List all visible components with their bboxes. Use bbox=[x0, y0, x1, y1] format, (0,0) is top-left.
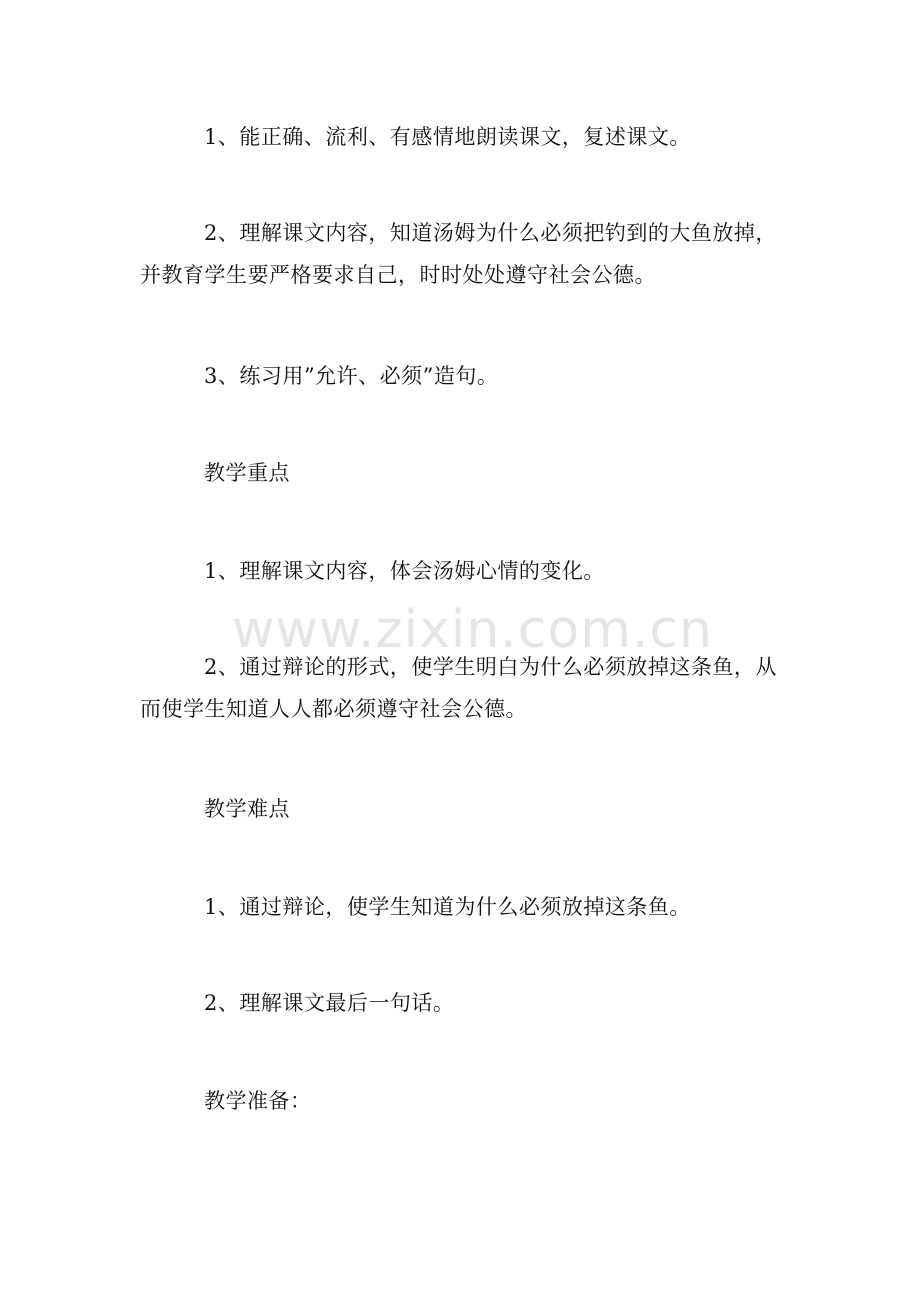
difficulty-2: 2、理解课文最后一句话。 bbox=[204, 991, 455, 1015]
key-point-1: 1、理解课文内容，体会汤姆心情的变化。 bbox=[204, 559, 605, 583]
section-heading-key-points: 教学重点 bbox=[204, 461, 290, 485]
objective-1: 1、能正确、流利、有感情地朗读课文，复述课文。 bbox=[204, 125, 691, 149]
section-heading-difficulties: 教学难点 bbox=[204, 797, 290, 821]
section-heading-preparation: 教学准备： bbox=[204, 1089, 312, 1113]
watermark: www.zixin.com.cn bbox=[232, 600, 713, 660]
difficulty-1: 1、通过辩论，使学生知道为什么必须放掉这条鱼。 bbox=[204, 895, 691, 919]
objective-2: 2、理解课文内容，知道汤姆为什么必须把钓到的大鱼放掉，并教育学生要严格要求自己，时时处处遵守社会公德。 bbox=[140, 221, 777, 287]
key-point-2: 2、通过辩论的形式，使学生明白为什么必须放掉这条鱼，从而使学生知道人人都必须遵守社会公德。 bbox=[140, 655, 777, 721]
objective-3: 3、练习用”允许、必须”造句。 bbox=[204, 364, 499, 388]
